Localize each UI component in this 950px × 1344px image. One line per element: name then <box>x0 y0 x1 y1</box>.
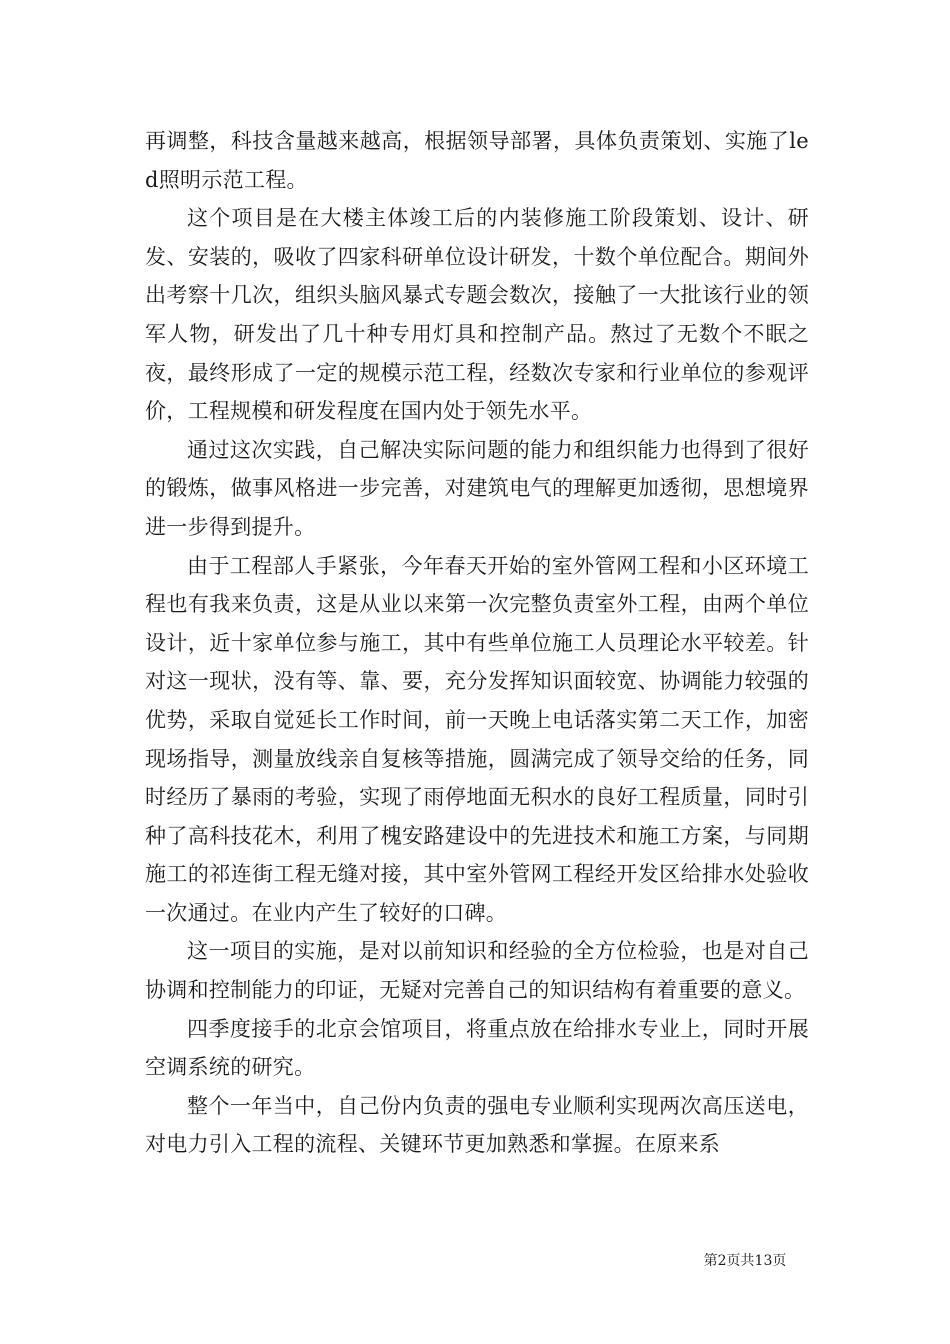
page-number: 第2页共13页 <box>703 1253 787 1269</box>
paragraph-5: 这一项目的实施，是对以前知识和经验的全方位检验，也是对自己协调和控制能力的印证，无疑对完善自己的知识结构有着重要的意义。 <box>145 939 809 1003</box>
paragraph-1: 再调整，科技含量越来越高，根据领导部署，具体负责策划、实施了led照明示范工程。 <box>145 129 809 192</box>
paragraph-6: 四季度接手的北京会馆项目，将重点放在给排水专业上，同时开展空调系统的研究。 <box>145 1016 809 1080</box>
page-footer <box>0 1250 950 1270</box>
paragraph-7: 整个一年当中，自己份内负责的强电专业顺利实现两次高压送电，对电力引入工程的流程、关键环节更加熟悉和掌握。在原来系 <box>145 1093 809 1157</box>
paragraph-3: 通过这次实践，自己解决实际问题的能力和组织能力也得到了很好的锻炼，做事风格进一步完善，对建筑电气的理解更加透彻，思想境界进一步得到提升。 <box>145 437 809 539</box>
body-text <box>145 122 809 1164</box>
paragraph-2: 这个项目是在大楼主体竣工后的内装修施工阶段策划、设计、研发、安装的，吸收了四家科研单位设计研发，十数个单位配合。期间外出考察十几次，组织头脑风暴式专题会数次，接触了一大批该行业的领军人物，研发出了几十种专用灯具和控制产品。熬过了无数个不眠之夜，最终形成了一定的规模示范工程，经数次专家和行业单位的参观评价，工程规模和研发程度在国内处于领先水平。 <box>145 206 809 424</box>
paragraph-4: 由于工程部人手紧张，今年春天开始的室外管网工程和小区环境工程也有我来负责，这是从业以来第一次完整负责室外工程，由两个单位设计，近十家单位参与施工，其中有些单位施工人员理论水平较差。针对这一现状，没有等、靠、要，充分发挥知识面较宽、协调能力较强的优势，采取自觉延长工作时间，前一天晚上电话落实第二天工作，加密现场指导，测量放线亲自复核等措施，圆满完成了领导交给的任务，同时经历了暴雨的考验，实现了雨停地面无积水的良好工程质量，同时引种了高科技花木，利用了槐安路建设中的先进技术和施工方案，与同期施工的祁连街工程无缝对接，其中室外管网工程经开发区给排水处验收一次通过。在业内产生了较好的口碑。 <box>145 553 809 925</box>
